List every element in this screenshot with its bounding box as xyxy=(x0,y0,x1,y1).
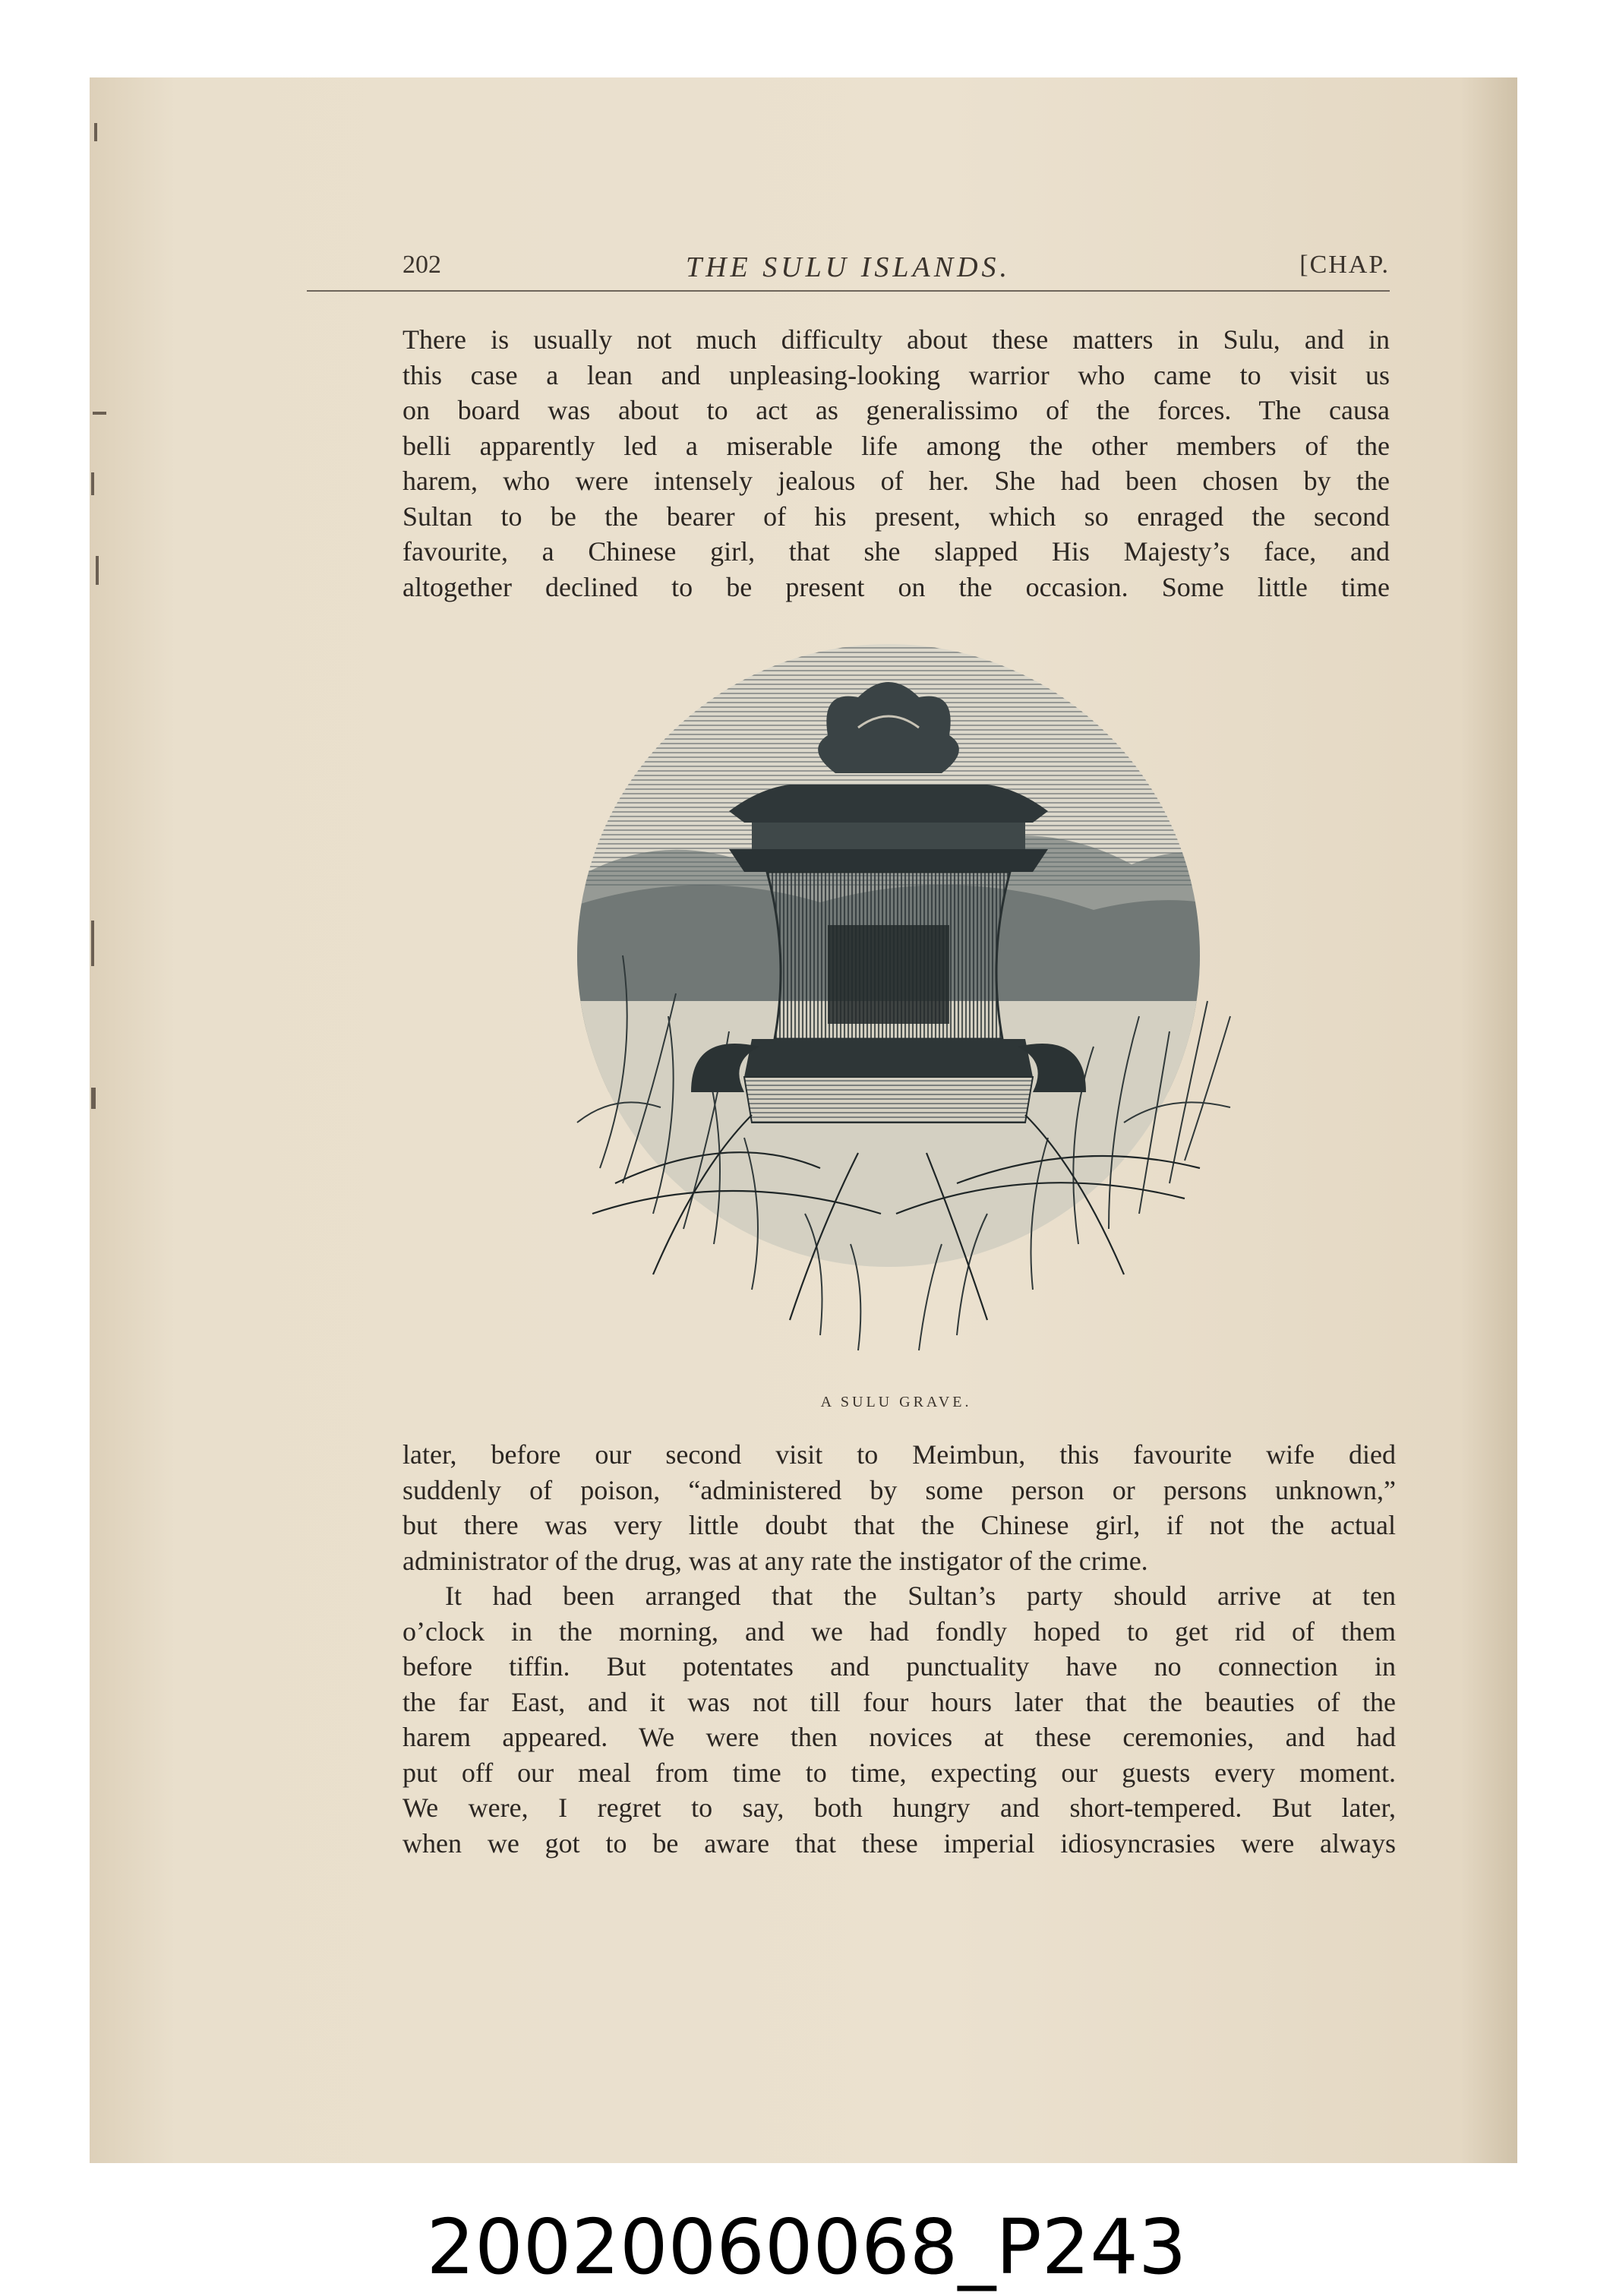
text-line: suddenly of poison, “administered by some person or persons unknown,” xyxy=(402,1474,1396,1505)
text-line: harem appeared. We were then novices at these ceremonies, and had xyxy=(402,1722,1396,1752)
catalog-id: 20020060068_P243 xyxy=(426,2203,1187,2291)
sulu-grave-engraving xyxy=(501,636,1276,1366)
text-line: We were, I regret to say, both hungry and short-tempered. But later, xyxy=(402,1792,1396,1823)
text-line: before tiffin. But potentates and punctuality have no connection in xyxy=(402,1651,1396,1682)
edge-mark xyxy=(91,921,94,966)
page-number: 202 xyxy=(402,251,441,279)
edge-mark xyxy=(91,472,94,495)
paragraph xyxy=(402,1578,1396,1861)
text-line: It had been arranged that the Sultan’s party should arrive at ten xyxy=(445,1581,1396,1611)
text-line: administrator of the drug, was at any rate the instigator of the crime. xyxy=(402,1545,1148,1576)
running-title: THE SULU ISLANDS. xyxy=(685,251,1012,283)
chapter-label: [CHAP. xyxy=(1299,251,1390,279)
text-line: this case a lean and unpleasing-looking warrior who came to visit us xyxy=(402,359,1390,390)
text-line: There is usually not much difficulty about these matters in Sulu, and in xyxy=(402,324,1390,355)
text-block-top xyxy=(402,322,1390,605)
text-line: altogether declined to be present on the occasion. Some little time xyxy=(402,571,1390,602)
edge-mark xyxy=(91,1088,96,1109)
text-line: favourite, a Chinese girl, that she slapped His Majesty’s face, and xyxy=(402,536,1390,567)
text-line: o’clock in the morning, and we had fondly hoped to get rid of them xyxy=(402,1615,1396,1647)
text-line: on board was about to act as generalissimo of the forces. The causa xyxy=(402,395,1390,425)
edge-mark xyxy=(94,123,97,141)
text-line: Sultan to be the bearer of his present, which so enraged the second xyxy=(402,501,1390,532)
edge-mark xyxy=(96,556,99,585)
text-block-bottom xyxy=(402,1437,1396,1861)
edge-mark xyxy=(93,412,106,415)
engraving-figure xyxy=(501,636,1276,1366)
figure-caption: A SULU GRAVE. xyxy=(820,1394,972,1410)
running-head xyxy=(307,245,1390,292)
text-line: but there was very little doubt that the Chinese girl, if not the actual xyxy=(402,1510,1396,1540)
text-line: the far East, and it was not till four hours later that the beauties of the xyxy=(402,1686,1396,1717)
paragraph xyxy=(402,1437,1396,1578)
paragraph xyxy=(402,322,1390,605)
text-line: belli apparently led a miserable life among the other members of the xyxy=(402,430,1390,461)
text-line: put off our meal from time to time, expecting our guests every moment. xyxy=(402,1757,1396,1788)
text-line: harem, who were intensely jealous of her. She had been chosen by the xyxy=(402,466,1390,496)
text-line: when we got to be aware that these imperial idiosyncrasies were always xyxy=(402,1827,1396,1859)
text-line: later, before our second visit to Meimbun, this favourite wife died xyxy=(402,1439,1396,1470)
